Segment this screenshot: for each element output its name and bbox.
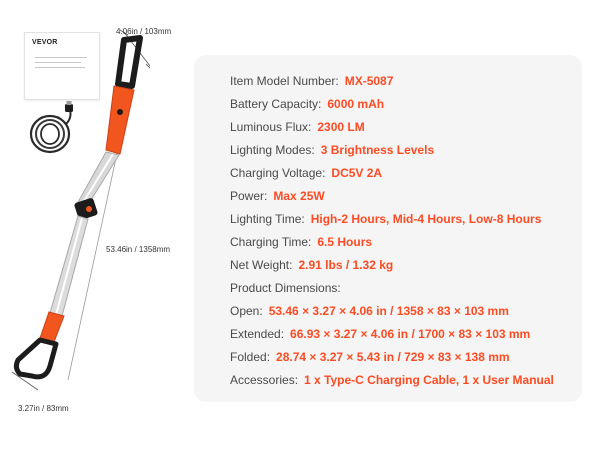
spec-value: 66.93 × 3.27 × 4.06 in / 1700 × 83 × 103 mm bbox=[290, 327, 531, 341]
spec-value: 3 Brightness Levels bbox=[320, 143, 435, 157]
spec-row-charging-voltage bbox=[230, 165, 572, 181]
spec-label: Luminous Flux: bbox=[230, 120, 312, 134]
battery-head bbox=[106, 86, 134, 154]
spec-row-open-dimensions bbox=[230, 303, 572, 319]
spec-label: Product Dimensions: bbox=[230, 281, 341, 295]
spec-row-accessories bbox=[230, 372, 572, 388]
spec-row-net-weight bbox=[230, 257, 572, 273]
spec-value: MX-5087 bbox=[344, 74, 394, 88]
spec-label: Accessories: bbox=[230, 373, 299, 387]
spec-value: 1 x Type-C Charging Cable, 1 x User Manual bbox=[304, 373, 554, 387]
work-light-illustration bbox=[10, 28, 150, 408]
spec-row-model bbox=[230, 73, 572, 89]
spec-row-lighting-time bbox=[230, 211, 572, 227]
spec-label: Lighting Modes: bbox=[230, 143, 315, 157]
bottom-width-label: 3.27in / 83mm bbox=[18, 404, 69, 413]
spec-row-product-dimensions bbox=[230, 280, 572, 296]
spec-row-lighting-modes bbox=[230, 142, 572, 158]
spec-value: 6000 mAh bbox=[327, 97, 385, 111]
spec-row-folded-dimensions bbox=[230, 349, 572, 365]
spec-label: Power: bbox=[230, 189, 268, 203]
bottom-cap bbox=[40, 312, 64, 342]
spec-label: Battery Capacity: bbox=[230, 97, 322, 111]
spec-label: Open: bbox=[230, 304, 263, 318]
spec-label: Folded: bbox=[230, 350, 271, 364]
spec-label: Net Weight: bbox=[230, 258, 293, 272]
spec-label: Lighting Time: bbox=[230, 212, 305, 226]
spec-value: 2.91 lbs / 1.32 kg bbox=[298, 258, 394, 272]
specifications-card bbox=[194, 55, 582, 402]
spec-row-extended-dimensions bbox=[230, 326, 572, 342]
spec-label: Charging Voltage: bbox=[230, 166, 326, 180]
power-button-icon bbox=[117, 109, 123, 115]
spec-label: Charging Time: bbox=[230, 235, 312, 249]
spec-value: 53.46 × 3.27 × 4.06 in / 1358 × 83 × 103 mm bbox=[268, 304, 509, 318]
spec-row-charging-time bbox=[230, 234, 572, 250]
spec-label: Item Model Number: bbox=[230, 74, 339, 88]
spec-label: Extended: bbox=[230, 327, 285, 341]
spec-value: High-2 Hours, Mid-4 Hours, Low-8 Hours bbox=[310, 212, 542, 226]
spec-value: Max 25W bbox=[273, 189, 325, 203]
top-width-label: 4.06in / 103mm bbox=[116, 27, 172, 36]
product-illustration bbox=[0, 0, 200, 450]
length-label: 53.46in / 1358mm bbox=[106, 245, 171, 254]
spec-value: DC5V 2A bbox=[331, 166, 383, 180]
top-handle bbox=[118, 38, 140, 86]
spec-row-luminous-flux bbox=[230, 119, 572, 135]
spec-value: 28.74 × 3.27 × 5.43 in / 729 × 83 × 138 mm bbox=[276, 350, 510, 364]
manual-brand-logo: VEVOR bbox=[32, 39, 58, 46]
spec-row-power bbox=[230, 188, 572, 204]
spec-row-battery-capacity bbox=[230, 96, 572, 112]
bottom-handle bbox=[16, 340, 56, 377]
spec-value: 2300 LM bbox=[317, 120, 365, 134]
spec-value: 6.5 Hours bbox=[317, 235, 373, 249]
